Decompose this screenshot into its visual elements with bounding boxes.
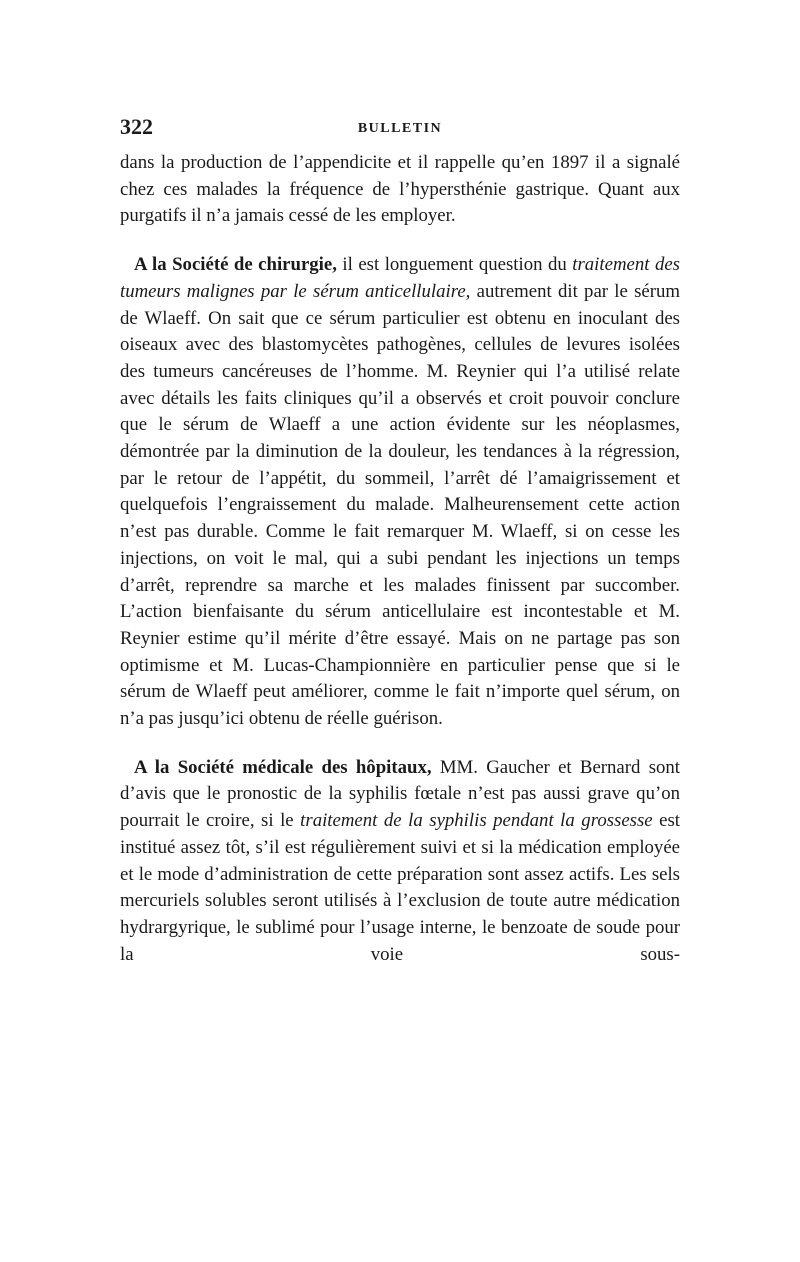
paragraph-societe-chirurgie	[120, 252, 680, 733]
paragraph-text: est institué assez tôt, s’il est régulièrement suivi et si la médication employée et le mode d’administration de cette préparation sont assez actifs. Les sels mercuriels solubles seront utilisés à l’exclusion de toute autre médication hydrargyrique, le sublimé pour l’usage interne, le benzoate de soude pour la voie sous-	[120, 810, 681, 965]
paragraph-text: dans la production de l’appendicite et il rappelle qu’en 1897 il a signalé chez ces malades la fréquence de l’hypersthénie gastrique. Quant aux purgatifs il n’a jamais cessé de les employer.	[120, 152, 680, 227]
paragraph-text: autrement dit par le sérum de Wlaeff. On sait que ce sérum particulier est obtenu en inoculant des oiseaux avec des blastomycètes pathogènes, cellules de levures isolées des tumeurs cancéreuses de l’homme. M. Reynier qui l’a utilisé relate avec détails les faits cliniques qu’il a observés et croit pouvoir conclure que le sérum de Wlaeff a une action évidente sur les néoplasmes, démontrée par la diminution de la douleur, les tendances à la régression, par le retour de l’appétit, du sommeil, l’arrêt dé l’amaigrissement et quelquefois l’engraissement du malade. Malheurensement cette action n’est pas durable. Comme le fait remarquer M. Wlaeff, si on cesse les injections, on voit le mal, qui a subi pendant les injections un temps d’arrêt, reprendre sa marche et les malades finissent par succomber. L’action bienfaisante du sérum anticellulaire est incontestable et M. Reynier estime qu’il mérite d’être essayé. Mais on ne partage pas son optimisme et M. Lucas-Championnière en particulier pense que si le sérum de Wlaeff peut améliorer, comme le fait n’importe quel sérum, on n’a pas jusqu’ici obtenu de réelle guérison.	[120, 280, 680, 730]
section-lead-hopitaux: A la Société médicale des hôpitaux,	[134, 756, 432, 778]
italic-topic-serum: traitement des tumeurs malignes par le sérum anticellulaire,	[120, 254, 680, 302]
page-number: 322	[120, 114, 153, 139]
paragraph-text: MM. Gaucher et Bernard sont d’avis que le pronostic de la syphilis fœtale n’est pas aussi grave qu’on pourrait le croire, si le	[120, 756, 680, 832]
running-head: BULLETIN	[357, 121, 443, 136]
section-lead-chirurgie: A la Société de chirurgie,	[134, 254, 337, 276]
paragraph-text: il est longuement question du	[336, 254, 573, 276]
italic-topic-syphilis: traitement de la syphilis pendant la grossesse	[300, 810, 653, 832]
page-header	[120, 112, 680, 142]
paragraph-societe-medicale	[120, 755, 680, 969]
paragraph-appendicite	[120, 150, 680, 230]
body-text	[120, 150, 680, 968]
